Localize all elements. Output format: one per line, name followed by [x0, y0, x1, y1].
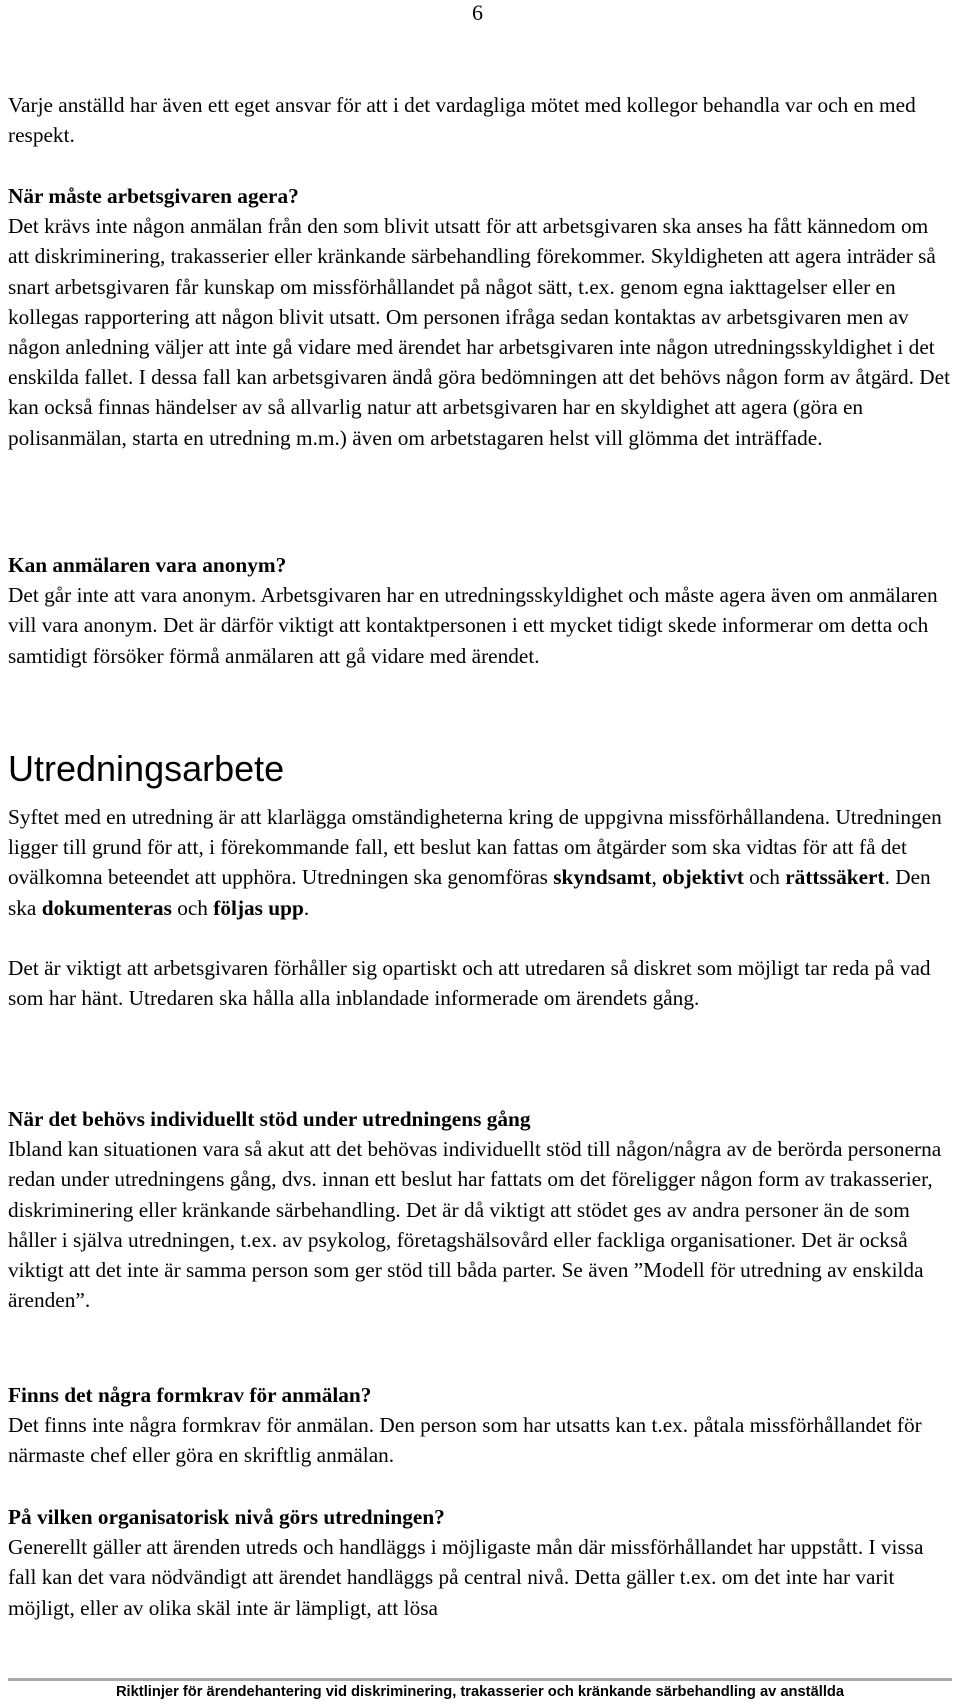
separator-2: och	[743, 865, 786, 890]
paragraph-utredning-2: Det är viktigt att arbetsgivaren förhåller sig opartiskt och att utredaren så diskret som möjligt tar reda på vad som har hänt. Utredaren ska hålla alla inblandade informerade om ärendets gång.	[8, 955, 931, 1011]
page-number: 6	[472, 0, 483, 25]
separator-4: och	[171, 895, 214, 920]
bold-objektivt: objektivt	[662, 865, 744, 890]
section-stod	[8, 1104, 954, 1315]
bold-dokumenteras: dokumenteras	[41, 895, 172, 920]
paragraph-utredning-1	[8, 802, 954, 923]
paragraph-agera: Det krävs inte någon anmälan från den som blivit utsatt för att arbetsgivaren ska anses ha fått kännedom om att diskriminering, trakasserier eller kränkande särbehandling förekommer. Skyldigheten att agera inträder så snart arbetsgivaren får kunskap om missförhållandet på något sätt, t.ex. genom egna iakttagelser eller en kollegas rapportering att någon blivit utsatt. Om personen ifråga sedan kontaktas av arbetsgivaren men av någon anledning väljer att inte gå vidare med ärendet har arbetsgivaren inte någon utredningsskyldighet i det enskilda fallet. I dessa fall kan arbetsgivaren ändå göra bedömningen att det behövs någon form av åtgärd. Det kan också finnas händelser av så allvarlig natur att arbetsgivaren har en skyldighet att agera (göra en polisanmälan, starta en utredning m.m.) även om arbetstagaren helst vill glömma det inträffade.	[8, 214, 951, 450]
heading-stod: När det behövs individuellt stöd under utredningens gång	[8, 1107, 531, 1131]
section-niva	[8, 1502, 954, 1623]
paragraph-utredning-1-text: Syftet med en utredning är att klarlägga omständigheterna kring de uppgivna missförhållandena. Utredningen ligger till grund för att, i förekommande fall, ett beslut kan fattas om åtgärder som ska vidtas för att få det ovälkomna beteendet att upphöra. Utredningen ska genomföras	[8, 805, 942, 890]
section-utredning	[8, 802, 954, 1013]
paragraph-formkrav: Det finns inte några formkrav för anmälan. Den person som har utsatts kan t.ex. påtala missförhållandet för närmaste chef eller göra en skriftlig anmälan.	[8, 1413, 922, 1468]
separator-1: ,	[651, 865, 663, 890]
heading-agera: När måste arbetsgivaren agera?	[8, 184, 299, 208]
separator-3: . Den ska	[8, 865, 931, 920]
bold-foljas-upp: följas upp	[213, 895, 304, 920]
footer-text: Riktlinjer för ärendehantering vid diskriminering, trakasserier och kränkande särbehandling av anställda	[115, 1684, 845, 1700]
intro-paragraph: Varje anställd har även ett eget ansvar för att i det vardagliga mötet med kollegor behandla var och en med respekt.	[8, 93, 916, 148]
paragraph-anonym: Det går inte att vara anonym. Arbetsgivaren har en utredningsskyldighet och måste agera även om anmälaren vill vara anonym. Det är därför viktigt att kontaktpersonen i ett mycket tidigt skede informerar om detta och samtidigt försöker förmå anmälaren att gå vidare med ärendet.	[8, 583, 938, 668]
heading-niva: På vilken organisatorisk nivå görs utredningen?	[8, 1505, 445, 1529]
section-anonym	[8, 550, 954, 671]
paragraph-end: .	[303, 895, 310, 920]
section-agera	[8, 181, 954, 453]
bold-rattssakert: rättssäkert	[785, 865, 885, 890]
paragraph-stod: Ibland kan situationen vara så akut att det behövas individuellt stöd till någon/några av de berörda personerna redan under utredningens gång, dvs. innan ett beslut har fattats om det föreligger någon form av trakasserier, diskriminering eller kränkande särbehandling. Det är då viktigt att stödet ges av andra personer än de som håller i själva utredningen, t.ex. av psykolog, företagshälsovård eller fackliga organisationer. Det är också viktigt att det inte är samma person som ger stöd till båda parter. Se även ”Modell för utredning av enskilda ärenden”.	[8, 1137, 942, 1313]
footer-divider	[8, 1678, 952, 1681]
bold-skyndsamt: skyndsamt	[553, 865, 652, 890]
intro-paragraph-block	[8, 90, 954, 150]
heading-anonym: Kan anmälaren vara anonym?	[8, 553, 287, 577]
section-title-utredningsarbete: Utredningsarbete	[8, 748, 285, 789]
heading-formkrav: Finns det några formkrav för anmälan?	[8, 1383, 372, 1407]
section-formkrav	[8, 1380, 954, 1471]
paragraph-niva: Generellt gäller att ärenden utreds och handläggs i möjligaste mån där missförhållandet har uppstått. I vissa fall kan det vara nödvändigt att ärendet handläggs på central nivå. Detta gäller t.ex. om det inte har varit möjligt, eller av olika skäl inte är lämpligt, att lösa	[8, 1535, 924, 1620]
